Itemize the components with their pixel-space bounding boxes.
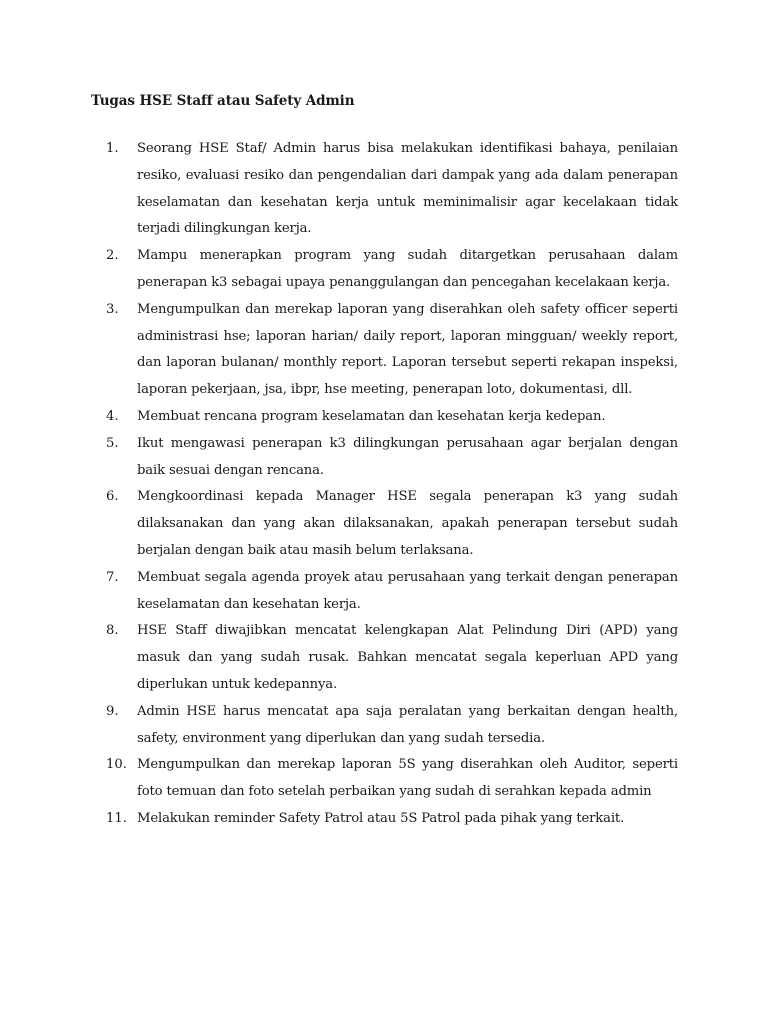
- list-item: [98, 136, 678, 243]
- list-item: [98, 243, 678, 297]
- list-item: [98, 618, 678, 698]
- list-item-number: 4.: [106, 408, 119, 424]
- list-item-number: 5.: [106, 435, 119, 451]
- list-item-text: Melakukan reminder Safety Patrol atau 5S Patrol pada pihak yang terkait.: [137, 810, 625, 826]
- list-item-text: Membuat segala agenda proyek atau perusahaan yang terkait dengan penerapan keselamatan dan kesehatan kerja.: [137, 569, 678, 612]
- list-item: [98, 297, 678, 404]
- list-item-number: 9.: [106, 703, 119, 719]
- list-item-number: 6.: [106, 489, 119, 505]
- list-item-number: 2.: [106, 248, 119, 264]
- list-item: [98, 404, 678, 431]
- list-item-text: Mengkoordinasi kepada Manager HSE segala penerapan k3 yang sudah dilaksanakan dan yang akan dilaksanakan, apakah penerapan tersebut sudah berjalan dengan baik atau masih belum terlaksana.: [137, 489, 678, 558]
- list-item-text: Membuat rencana program keselamatan dan kesehatan kerja kedepan.: [137, 408, 606, 424]
- list-item-number: 11.: [106, 810, 127, 826]
- list-item: [98, 806, 678, 833]
- list-item: [98, 699, 678, 753]
- list-item-number: 10.: [106, 757, 127, 773]
- list-item-text: Seorang HSE Staf/ Admin harus bisa melakukan identifikasi bahaya, penilaian resiko, evaluasi resiko dan pengendalian dari dampak yang ada dalam penerapan keselamatan dan kesehatan kerja untuk meminimalisir agar kecelakaan tidak terjadi dilingkungan kerja.: [137, 141, 678, 237]
- list-item-text: Mampu menerapkan program yang sudah ditargetkan perusahaan dalam penerapan k3 sebagai upaya penanggulangan dan pencegahan kecelakaan kerja.: [137, 248, 678, 290]
- list-item-number: 8.: [106, 623, 119, 639]
- list-item-text: Mengumpulkan dan merekap laporan 5S yang diserahkan oleh Auditor, seperti foto temuan dan foto setelah perbaikan yang sudah di serahkan kepada admin: [137, 757, 678, 800]
- list-item-number: 7.: [106, 569, 119, 585]
- list-item-number: 3.: [106, 301, 119, 317]
- list-item-text: HSE Staff diwajibkan mencatat kelengkapan Alat Pelindung Diri (APD) yang masuk dan yang sudah rusak. Bahkan mencatat segala keperluan APD yang diperlukan untuk kedepannya.: [137, 623, 678, 692]
- task-list: [98, 136, 678, 833]
- list-item: [98, 431, 678, 485]
- list-item: [98, 752, 678, 806]
- list-item: [98, 565, 678, 619]
- document-title: Tugas HSE Staff atau Safety Admin: [91, 93, 355, 109]
- list-item-number: 1.: [106, 141, 119, 156]
- list-item-text: Mengumpulkan dan merekap laporan yang diserahkan oleh safety officer seperti administrasi hse; laporan harian/ daily report, laporan mingguan/ weekly report, dan laporan bulanan/ monthly report. Laporan tersebut seperti rekapan inspeksi, laporan pekerjaan, jsa, ibpr, hse meeting, penerapan loto, dokumentasi, dll.: [137, 301, 678, 398]
- list-item-text: Admin HSE harus mencatat apa saja peralatan yang berkaitan dengan health, safety, environment yang diperlukan dan yang sudah tersedia.: [137, 703, 678, 746]
- list-item: [98, 484, 678, 564]
- list-item-text: Ikut mengawasi penerapan k3 dilingkungan perusahaan agar berjalan dengan baik sesuai dengan rencana.: [137, 435, 678, 478]
